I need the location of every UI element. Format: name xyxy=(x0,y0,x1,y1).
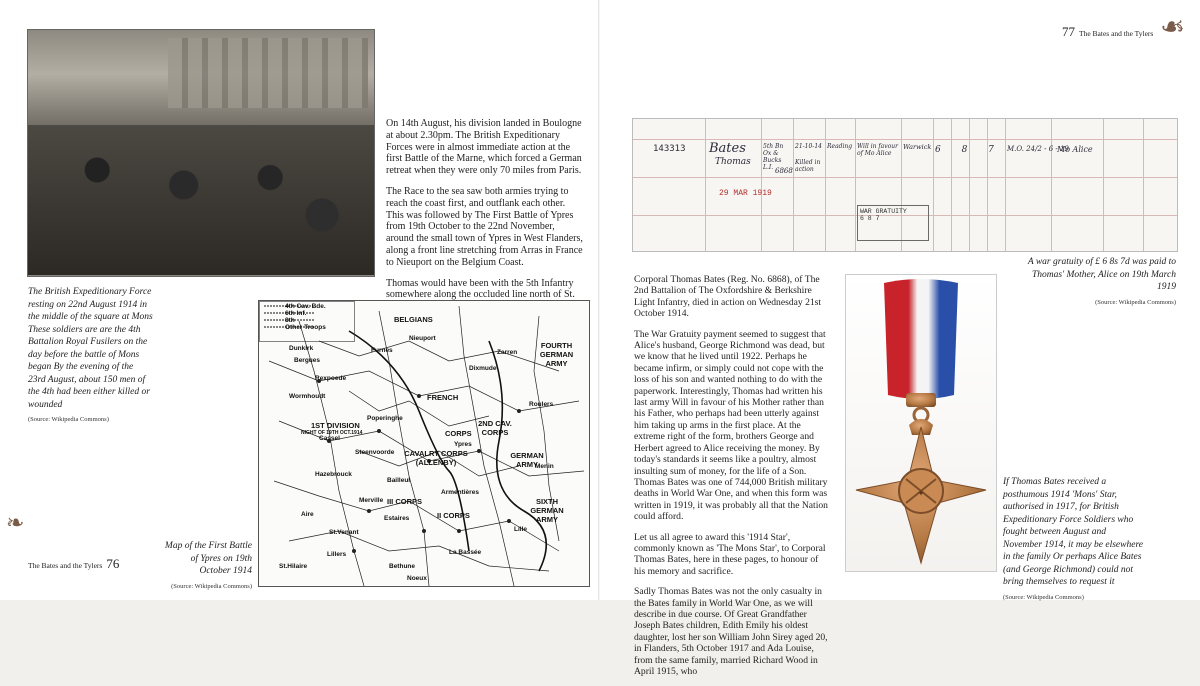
right-running-title: The Bates and the Tylers xyxy=(1079,29,1154,38)
map-town-steenvoorde: Steenvoorde xyxy=(355,449,395,456)
map-label-german-army: GERMAN ARMY xyxy=(510,451,544,469)
map-label-corps: CORPS xyxy=(445,429,472,438)
map-caption-text: Map of the First Battle of Ypres on 19th October 1914 xyxy=(164,541,252,576)
map-town-noeux: Noeux xyxy=(407,575,427,582)
map-legend-3: 8th xyxy=(285,317,295,324)
right-page-number: 77 xyxy=(1062,24,1075,39)
map-label-fourth-army: FOURTH GERMAN ARMY xyxy=(539,341,574,368)
map-town-rexpoede: Rexpoede xyxy=(315,375,347,382)
medal-caption xyxy=(1003,476,1143,604)
map-label-iii-corps: III CORPS xyxy=(387,497,423,506)
war-gratuity-ledger xyxy=(632,118,1178,252)
ledger-event: Killed in action xyxy=(795,159,821,173)
right-body-text xyxy=(634,274,830,686)
map-town-furnes: Furnes xyxy=(371,347,393,354)
left-running-title: The Bates and the Tylers xyxy=(28,561,103,570)
left-footer xyxy=(28,556,119,572)
soldiers-caption-text: The British Expeditionary Force resting on 22nd August 1914 in the middle of the square at Mons These soldiers are are the 4th Battalion Royal Fusilers on the day before the battle of Mons began By the evening of the 23rd August, about 150 men of the 4th had been either killed or wounded xyxy=(28,287,153,410)
map-town-menin: Menin xyxy=(535,463,554,470)
map-town-bergues: Bergues xyxy=(294,357,321,364)
map-label-cavalry: CAVALRY CORPS (ALLENBY) xyxy=(404,449,468,467)
map-town-st-hilaire: St.Hilaire xyxy=(279,563,308,570)
right-paragraph: The War Gratuity payment seemed to suggest that Alice's husband, George Richmond was dead, but we know that he lived until 1922. Perhaps he became infirm, or simply could not cope with the loss of his son and wanted nothing to do with the paperwork. Interestingly, Thomas had written his last army Will in favour of his Mother rather than his Father, who perhaps had been utterly against him taking up arms in the first place. At the extreme right of the form, brothers George and Herbert agreed to Alice receiving the money. By today's standards it seems like a poultry, almost insulting sum of money, for the life of a Son. Thomas Bates was one of 744,000 British military deaths in World War One, and when this form was written in 1919, it was probably all that the Nation could afford. xyxy=(634,328,828,523)
left-body-text xyxy=(386,118,584,322)
map-town-zarren: Zarren xyxy=(497,349,518,356)
ledger-unit: 5th Bn Ox & Bucks L.I. xyxy=(763,143,784,171)
soldiers-photo-caption xyxy=(28,286,153,427)
ledger-number: 143313 xyxy=(653,144,686,154)
medal-centre-icon: ✦ xyxy=(917,488,925,498)
map-label-second-cav: 2ND CAV. CORPS xyxy=(478,419,512,437)
ledger-date: 21-10-14 xyxy=(795,143,822,150)
corner-ornament-icon: ❧ xyxy=(6,510,25,535)
map-town-merville: Merville xyxy=(359,497,384,504)
corner-ornament-icon: ❧ xyxy=(1160,11,1186,44)
ledger-red-stamp: 29 MAR 1919 xyxy=(719,189,772,198)
map-legend-1: 4th Cav. Bde. xyxy=(285,303,326,310)
photo-soldiers-crowd xyxy=(28,125,374,275)
ledger-source: (Source: Wikipedia Commons) xyxy=(1095,298,1176,306)
map-town-lillers: Lillers xyxy=(327,551,347,558)
map-legend-4: Other Troops xyxy=(285,324,326,331)
map-town-wormhoudt: Wormhoudt xyxy=(289,393,326,400)
map-label-sixth-army: SIXTH GERMAN ARMY xyxy=(530,497,564,524)
right-paragraph: Sadly Thomas Bates was not the only casualty in the Bates family in World War One, as we will describe in due course. Of Great Grandfather Joseph Bates children, Edith Emily his oldest daughter, lost her son William John Sirey aged 20, in Flanders, 5th October 1917 and Ada Louise, from the same family, married Richard Wood in April 1915, who xyxy=(634,586,828,677)
map-label-french: FRENCH xyxy=(427,393,459,402)
right-paragraph: Let us all agree to award this '1914 Star', commonly known as 'The Mons Star', to Corporal Thomas Bates, here in these pages, to honour of his memory and sacrifice. xyxy=(634,531,826,577)
ledger-county: Warwick xyxy=(903,143,932,151)
ledger-forename: Thomas xyxy=(715,157,751,167)
map-town-estaires: Estaires xyxy=(384,515,410,522)
stamp-line: 6 8 7 xyxy=(860,215,880,222)
map-town-roulers: Roulers xyxy=(529,401,554,408)
left-paragraph: Thomas would have been with the 5th Infantry somewhere along the occluded line north of St. xyxy=(386,277,575,301)
left-paragraph: The Race to the sea saw both armies trying to reach the coast first, and outflank each other. This was followed by The First Battle of Ypres from 19th October to the 22nd November, around the small town of Ypres in West Flanders, along a front line stretching from Arras in France to Nieuport on the Belgium Coast. xyxy=(386,185,583,268)
left-paragraph: On 14th August, his division landed in Boulogne at about 2.30pm. The British Expeditionary Forces were in almost immediate action at the first Battle of the Marne, which forced a German retreat when they were only 70 miles from Paris. xyxy=(386,118,582,177)
ledger-caption xyxy=(1024,256,1176,309)
map-town-nieuport: Nieuport xyxy=(409,335,436,342)
medal-caption-text: If Thomas Bates received a posthumous 1914 'Mons' Star, authorised in 1917, for British Expeditionary Force Soldiers who fought between August and November 1914, it may be elsewhere in the family Or perhaps Alice Bates (and George Richmond) could not bring themselves to request it xyxy=(1003,477,1143,587)
map-town-hazebrouck: Hazebrouck xyxy=(315,471,352,478)
map-town-bethune: Bethune xyxy=(389,563,415,570)
ledger-code: M.O. 24/2 - 6 - 19 xyxy=(1007,145,1069,153)
medal-illustration xyxy=(846,275,996,571)
map-source: (Source: Wikipedia Commons) xyxy=(171,582,252,590)
ypres-battle-map xyxy=(258,300,590,587)
ledger-amount: 6 8 7 xyxy=(935,145,1003,155)
map-town-st-venant: St.Venant xyxy=(329,529,359,536)
ledger-grantee: Will in favour of Mo Alice xyxy=(857,143,898,157)
ledger-caption-text: A war gratuity of £ 6 8s 7d was paid to Thomas' Mother, Alice on 19th March 1919 xyxy=(1027,257,1176,292)
map-label-first-division: 1ST DIVISION xyxy=(311,421,360,430)
map-label-ii-corps: II CORPS xyxy=(437,511,470,520)
mons-star-medal-photo xyxy=(845,274,997,572)
map-town-cassel: Cassel xyxy=(319,435,340,442)
map-town-poperinghe: Poperinghe xyxy=(367,415,403,422)
map-town-bailleul: Bailleul xyxy=(387,477,411,484)
right-header xyxy=(1062,24,1153,40)
ledger-place: Reading xyxy=(827,143,853,150)
map-label-belgians: BELGIANS xyxy=(394,315,433,324)
ledger-reg: 6868 xyxy=(775,167,793,175)
medal-source: (Source: Wikipedia Commons) xyxy=(1003,593,1084,601)
map-town-aire: Aire xyxy=(301,511,314,518)
ledger-war-gratuity-stamp xyxy=(857,205,929,241)
photo-buildings xyxy=(168,38,368,108)
map-town-ypres: Ypres xyxy=(454,441,472,448)
left-page-number: 76 xyxy=(106,556,120,571)
ledger-surname: Bates xyxy=(709,141,746,156)
soldiers-resting-photo xyxy=(27,29,375,277)
left-page xyxy=(0,0,600,600)
map-town-dunkirk: Dunkirk xyxy=(289,345,314,352)
map-town-la-bassee: La Bassée xyxy=(449,549,482,556)
soldiers-photo-source: (Source: Wikipedia Commons) xyxy=(28,416,109,423)
map-town-lille: Lille xyxy=(514,526,528,533)
map-town-armentieres: Armentières xyxy=(441,489,479,496)
map-legend-2: 6th Inf. xyxy=(285,310,307,317)
stamp-title: WAR GRATUITY xyxy=(860,208,907,215)
map-town-dixmude: Dixmude xyxy=(469,365,497,372)
map-label-first-division-sub: NIGHT OF 19TH OCT.1914 xyxy=(301,430,363,436)
ledger-payee: Mo Alice xyxy=(1057,145,1093,154)
right-paragraph: Corporal Thomas Bates (Reg. No. 6868), of The 2nd Battalion of The Oxfordshire & Berkshire Light Infantry, died in action on Wednesday 21st October 1914. xyxy=(634,274,822,320)
map-caption xyxy=(160,540,252,593)
